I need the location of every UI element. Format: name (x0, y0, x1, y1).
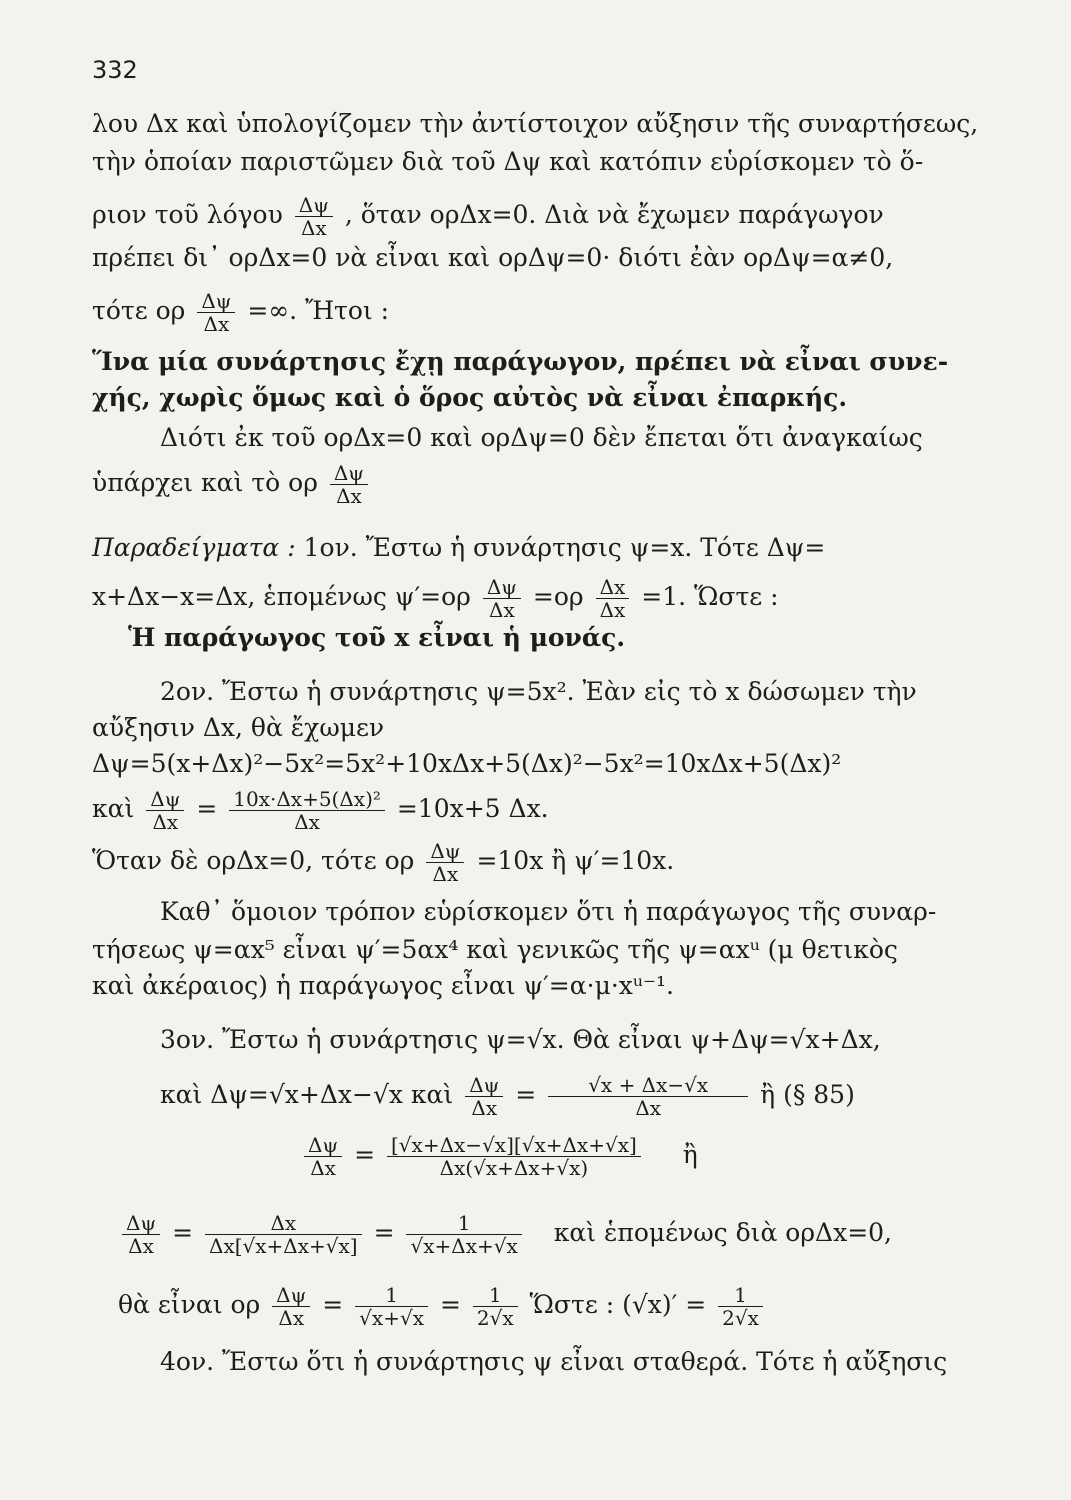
fraction (406, 1212, 521, 1257)
fraction-numerator: Δψ (483, 576, 521, 599)
fraction-denominator: Δx (310, 1156, 336, 1180)
fraction (205, 1212, 362, 1257)
fraction-numerator: 1 (473, 1284, 518, 1307)
text-fragment: =10x+5 Δx. (396, 794, 549, 823)
fraction-numerator: √x + Δx−√x (548, 1074, 748, 1097)
fraction-numerator: Δψ (295, 194, 333, 217)
fraction-denominator: Δx (278, 1306, 305, 1330)
fraction (426, 840, 464, 885)
text-line: τὴν ὁποίαν παριστῶμεν διὰ τοῦ Δψ καὶ κατόπιν εὑρίσκομεν τὸ ὅ- (92, 147, 924, 176)
fraction (295, 194, 333, 239)
text-line (92, 290, 952, 335)
fraction-numerator: Δψ (197, 290, 235, 313)
fraction (355, 1284, 428, 1329)
text-line (92, 462, 952, 507)
fraction-denominator: Δx(√x+Δx+√x) (439, 1156, 589, 1180)
fraction (304, 1134, 342, 1179)
fraction (596, 576, 630, 621)
text-line: καὶ $\frac{\Delta\psi}{\Delta x}$ = $\frac{\text{10x·Δx+5(Δx)²}}{\Delta x}$ =10x+5 Δx. (92, 787, 549, 834)
fraction-denominator: Δx (152, 810, 179, 834)
text-line: $\frac{\Delta\psi}{\Delta x}$ = $\frac{[√x+\Delta x-√x][√x+\Delta x+√x]}{\Delta x(√x+\Delta x+√x)}$ ἢ (300, 1134, 1071, 1179)
text-line: πρέπει δι᾽ ορΔx=0 νὰ εἶναι καὶ ορΔψ=0· διότι ἐὰν ορΔψ=α≠0, (92, 243, 894, 272)
fraction-numerator: 10x·Δx+5(Δx)² (229, 788, 385, 811)
text-fragment: x+Δx−x=Δx, ἑπομένως ψ′=ορ (92, 582, 471, 611)
text-fragment: καὶ ἑπομένως διὰ ορΔx=0, (553, 1218, 893, 1247)
fraction-denominator: Δx (294, 810, 320, 834)
fraction-numerator: Δψ (304, 1134, 342, 1157)
fraction (718, 1284, 763, 1329)
text-fragment: ἢ (§ 85) (760, 1080, 855, 1109)
fraction-numerator: Δψ (426, 840, 464, 863)
text-fragment: 1ον. Ἔστω ἡ συνάρτησις ψ=x. Τότε Δψ= (303, 533, 826, 562)
fraction (483, 576, 521, 621)
fraction-numerator: 1 (355, 1284, 428, 1307)
fraction-denominator: 2√x (476, 1306, 514, 1330)
text-fragment: , ὅταν ορΔx=0. Διὰ νὰ ἔχωμεν παράγωγον (344, 200, 884, 229)
fraction-numerator: 1 (406, 1212, 521, 1235)
fraction-denominator: Δx (471, 1096, 498, 1120)
text-line (92, 840, 952, 885)
fraction-denominator: √x+Δx+√x (410, 1234, 518, 1258)
fraction (330, 462, 368, 507)
text-fragment: Ὥστε : (√x)′ = (529, 1290, 707, 1319)
fraction (387, 1134, 641, 1179)
text-fragment: =1. Ὥστε : (641, 582, 779, 611)
text-fragment: τότε ορ (92, 296, 186, 325)
text-fragment: ὑπάρχει καὶ τὸ ορ (92, 468, 318, 497)
fraction-denominator: Δx (489, 598, 515, 622)
text-fragment: =ορ (532, 582, 584, 611)
fraction (122, 1212, 160, 1257)
text-line: καὶ Δψ=√x+Δx−√x καὶ $\frac{\Delta\psi}{\Delta x}$ = $\frac{√x + \Delta x-√x}{\Delta x}$ ἢ (§ 85) (160, 1073, 855, 1120)
text-fragment: =∞. Ἤτοι : (247, 296, 390, 325)
text-line: θὰ εἶναι ορ $\frac{\Delta\psi}{\Delta x}$ = $\frac{1}{√x+√x}$ = $\frac{1}{2√x}$ Ὥστε : (√x)′ = $\frac{1}{2√x}$ (118, 1284, 978, 1329)
fraction (548, 1074, 748, 1119)
fraction-denominator: √x+√x (359, 1306, 424, 1330)
fraction-denominator: Δx (336, 484, 362, 508)
page-number: 332 (92, 56, 138, 84)
fraction-denominator: Δx (203, 312, 230, 336)
fraction-numerator: Δψ (146, 788, 184, 811)
fraction-denominator: Δx (635, 1096, 662, 1120)
fraction-numerator: 1 (718, 1284, 763, 1307)
fraction-numerator: Δx (205, 1212, 362, 1235)
fraction-denominator: 2√x (722, 1306, 759, 1330)
theorem-line: Ἡ παράγωγος τοῦ x εἶναι ἡ μονάς. (128, 623, 626, 652)
fraction-denominator: Δx (300, 216, 327, 240)
text-fragment: καὶ Δψ=√x+Δx−√x καὶ (160, 1080, 454, 1109)
text-line: καὶ ἀκέραιος) ἡ παράγωγος εἶναι ψ′=α·μ·xᵘ⁻¹. (92, 971, 675, 1000)
fraction (229, 788, 385, 833)
fraction-denominator: Δx (128, 1234, 154, 1258)
text-line (92, 576, 952, 621)
fraction (473, 1284, 518, 1329)
text-fragment: =10x ἢ ψ′=10x. (476, 846, 675, 875)
text-line: Καθ᾽ ὅμοιον τρόπον εὑρίσκομεν ὅτι ἡ παράγωγος τῆς συναρ- (160, 897, 937, 926)
text-line: 4ον. Ἔστω ὅτι ἡ συνάρτησις ψ εἶναι σταθερά. Τότε ἡ αὔξησις (160, 1347, 948, 1376)
fraction-denominator: Δx[√x+Δx+√x] (209, 1234, 358, 1258)
fraction-denominator: Δx (432, 862, 459, 886)
fraction (146, 788, 184, 833)
text-line (92, 532, 952, 564)
text-line: λου Δx καὶ ὑπολογίζομεν τὴν ἀντίστοιχον αὔξησιν τῆς συναρτήσεως, (92, 109, 979, 138)
fraction (465, 1074, 503, 1119)
text-fragment: Ὅταν δὲ ορΔx=0, τότε ορ (92, 846, 415, 875)
text-line: 3ον. Ἔστω ἡ συνάρτησις ψ=√x. Θὰ εἶναι ψ+Δψ=√x+Δx, (160, 1025, 881, 1054)
fraction-numerator: Δψ (465, 1074, 503, 1097)
fraction (197, 290, 235, 335)
text-fragment: ριον τοῦ λόγου (92, 200, 283, 229)
text-line: Δψ=5(x+Δx)²−5x²=5x²+10xΔx+5(Δx)²−5x²=10xΔx+5(Δx)² (92, 749, 842, 778)
fraction-numerator: Δψ (122, 1212, 160, 1235)
fraction-numerator: Δx (596, 576, 630, 599)
text-line: 2ον. Ἔστω ἡ συνάρτησις ψ=5x². Ἐὰν εἰς τὸ x δώσωμεν τὴν (160, 677, 917, 706)
theorem-line: χής, χωρὶς ὅμως καὶ ὁ ὅρος αὐτὸς νὰ εἶναι ἐπαρκής. (92, 383, 848, 412)
text-fragment: ἢ (682, 1140, 698, 1169)
text-line (92, 194, 952, 239)
examples-heading: Παραδείγματα : (92, 533, 296, 562)
fraction-numerator: Δψ (330, 462, 368, 485)
theorem-line: Ἵνα μία συνάρτησις ἔχῃ παράγωγον, πρέπει νὰ εἶναι συνε- (92, 347, 949, 376)
fraction-numerator: [√x+Δx−√x][√x+Δx+√x] (387, 1134, 641, 1157)
text-line: αὔξησιν Δx, θὰ ἔχωμεν (92, 713, 385, 742)
text-line: τήσεως ψ=αx⁵ εἶναι ψ′=5αx⁴ καὶ γενικῶς τῆς ψ=αxᵘ (μ θετικὸς (92, 935, 898, 964)
text-line: Διότι ἐκ τοῦ ορΔx=0 καὶ ορΔψ=0 δὲν ἔπεται ὅτι ἀναγκαίως (160, 423, 923, 452)
text-fragment: θὰ εἶναι ορ (118, 1290, 261, 1319)
fraction-denominator: Δx (599, 598, 626, 622)
fraction-numerator: Δψ (272, 1284, 310, 1307)
fraction (272, 1284, 310, 1329)
text-fragment: καὶ (92, 794, 135, 823)
text-line: $\frac{\Delta\psi}{\Delta x}$ = $\frac{\Delta x}{\Delta x[√x+\Delta x+√x]}$ = $\frac{1}{√x+\Delta x+√x}$ καὶ ἑπομένως διὰ ορΔx=0, (118, 1212, 978, 1257)
